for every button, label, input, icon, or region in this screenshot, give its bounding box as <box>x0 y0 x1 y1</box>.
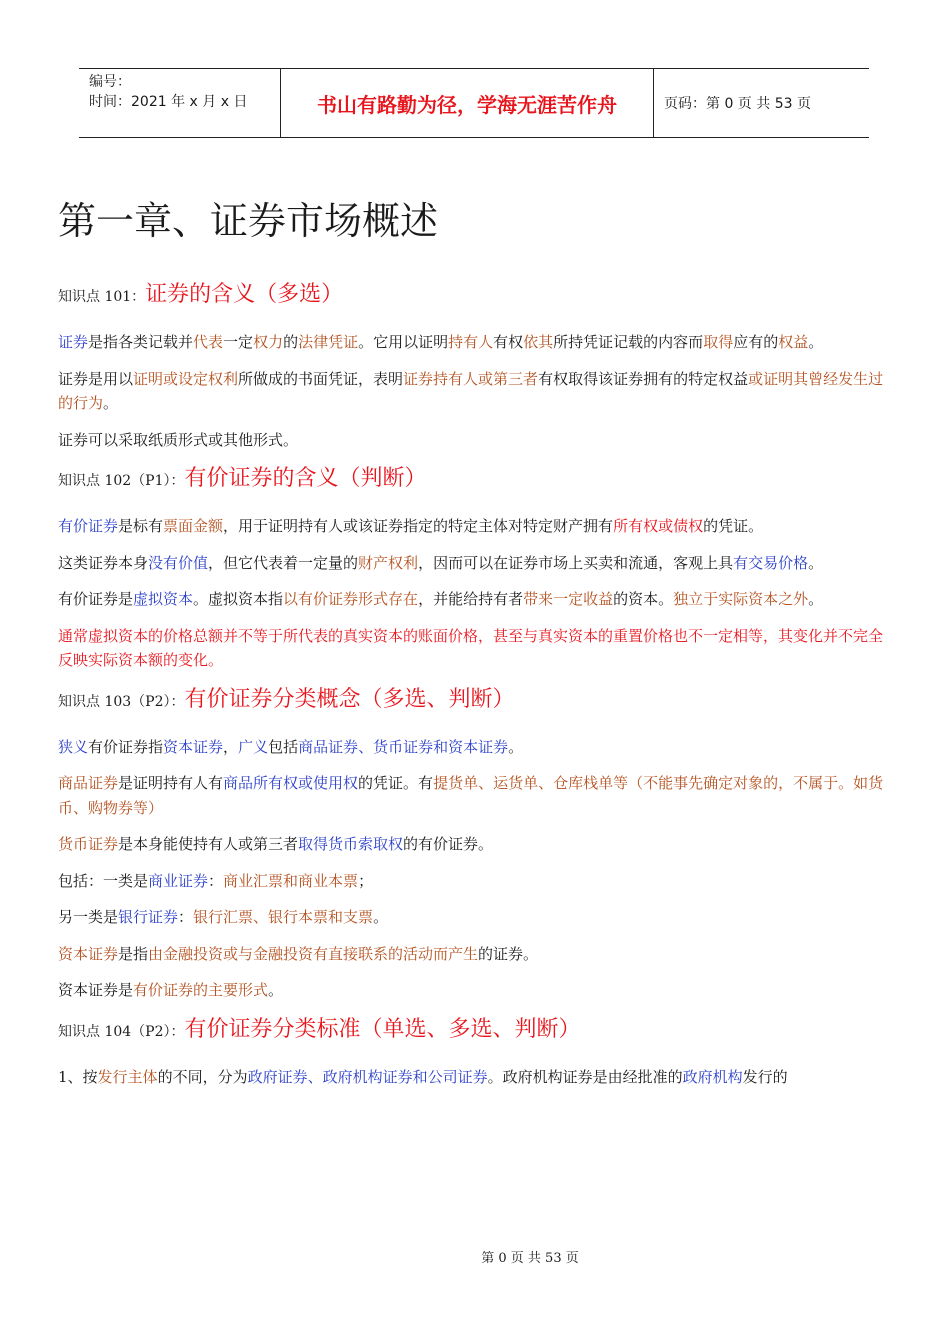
text-run: ，因而可以在证券市场上买卖和流通，客观上具 <box>418 553 734 572</box>
section-heading <box>58 1015 893 1047</box>
text-run: 包括 <box>268 737 299 756</box>
text-run: 。政府机构证券是由经批准的 <box>487 1067 683 1086</box>
text-run: 1、按 <box>58 1067 98 1086</box>
text-run: 是证明持有人有 <box>118 774 224 792</box>
number-label: 编号： <box>89 74 131 90</box>
paragraph <box>58 587 893 612</box>
text-run: 是指各类记载并 <box>88 333 194 351</box>
text-run: 资本证券 <box>58 944 119 963</box>
text-run: 资本证券 <box>163 737 224 756</box>
paragraph <box>58 624 893 673</box>
text-run: ： <box>178 908 194 926</box>
text-run: 商品证券、货币证券和资本证券 <box>298 737 509 756</box>
text-run: 所做成的书面凭证，表明 <box>238 369 404 388</box>
paragraph <box>58 428 893 453</box>
text-run: 商业汇票和商业本票 <box>223 871 359 890</box>
paragraph <box>58 735 893 760</box>
text-run: 或证明其曾经发生过的行为 <box>58 369 884 412</box>
text-run: 银行汇票、银行本票和支票 <box>193 908 374 926</box>
text-run: ，用于证明持有人或该证券指定的特定主体对特定财产拥有 <box>223 517 614 535</box>
paragraph <box>58 905 893 930</box>
text-run: 有权 <box>493 333 524 351</box>
text-run: 。 <box>808 333 824 351</box>
paragraph <box>58 367 893 416</box>
section-prefix: 知识点 103（P2）： <box>58 693 185 710</box>
text-run: 是指 <box>118 944 149 963</box>
page-footer: 第 0 页 共 53 页 <box>481 1251 579 1266</box>
section-title: 有价证券的含义（判断） <box>184 466 427 491</box>
text-run: 。 <box>268 981 284 999</box>
text-run: 有价证券 <box>58 517 119 535</box>
date-label: 时间：2021 年 x 月 x 日 <box>89 94 248 110</box>
text-run: 狭义 <box>58 737 89 756</box>
text-run: 是本身能使持有人或第三者 <box>118 835 299 853</box>
motto: 书山有路勤为径，学海无涯苦作舟 <box>281 69 654 137</box>
paragraph <box>58 978 893 1003</box>
text-run: 由金融投资或与金融投资有直接联系的活动而产生 <box>148 944 479 963</box>
text-run: 法律凭证 <box>298 333 359 351</box>
text-run: 所有权或债权 <box>613 517 704 535</box>
text-run: 有价证券是 <box>58 590 134 608</box>
paragraph <box>58 330 893 355</box>
text-run: 持有人 <box>448 333 494 351</box>
text-run: 一定 <box>223 333 254 351</box>
text-run: 商品证券 <box>58 774 119 792</box>
text-run: 政府证券、政府机构证券和公司证券 <box>247 1067 488 1086</box>
text-run: 的资本。 <box>613 590 674 608</box>
text-run: 证明或设定权利 <box>133 369 239 388</box>
section-prefix: 知识点 101： <box>58 289 146 305</box>
paragraph <box>58 832 893 857</box>
text-run: 取得货币索取权 <box>298 835 404 853</box>
text-run: 票面金额 <box>163 517 224 535</box>
text-run: 证券持有人或第三者 <box>403 369 539 388</box>
text-run: 有价证券指 <box>88 737 164 756</box>
text-run: 货币证券 <box>58 835 119 853</box>
text-run: 。虚拟资本指 <box>193 590 284 608</box>
text-run: 。 <box>373 908 389 926</box>
paragraph <box>58 942 893 967</box>
document-header <box>79 68 869 138</box>
text-run: 应有的 <box>733 333 779 351</box>
text-run: 的凭证。有 <box>358 774 434 792</box>
text-run: 这类证券本身 <box>58 553 149 572</box>
text-run: 所持凭证记载的内容而 <box>553 333 704 351</box>
text-run: 证券是用以 <box>58 369 134 388</box>
text-run: 虚拟资本 <box>133 590 194 608</box>
text-run: 。它用以证明 <box>358 333 449 351</box>
paragraph <box>58 869 893 894</box>
section-title: 证券的含义（多选） <box>145 282 344 307</box>
text-run: 。 <box>103 394 119 412</box>
paragraph <box>58 514 893 539</box>
text-run: ： <box>208 871 224 890</box>
text-run: 独立于实际资本之外 <box>673 590 809 608</box>
text-run: 资本证券是 <box>58 981 134 999</box>
section-title: 有价证券分类概念（多选、判断） <box>184 686 515 712</box>
text-run: 的凭证。 <box>703 517 764 535</box>
paragraph <box>58 551 893 576</box>
section-title: 有价证券分类标准（单选、多选、判断） <box>184 1016 581 1042</box>
section-prefix: 知识点 104（P2）： <box>58 1023 185 1040</box>
text-run: 发行主体 <box>97 1067 158 1086</box>
text-run: 发行的 <box>742 1067 788 1086</box>
section-heading <box>58 280 893 312</box>
text-run: 以有价证券形式存在 <box>283 590 419 608</box>
text-run: ； <box>358 871 374 890</box>
text-run: ， <box>223 737 239 756</box>
text-run: 代表 <box>193 333 224 351</box>
page-label: 页码：第 0 页 共 53 页 <box>664 96 811 112</box>
paragraph <box>58 771 893 820</box>
text-run: 商业证券 <box>148 871 209 890</box>
text-run: ，并能给持有者 <box>418 590 524 608</box>
text-run: 的不同，分为 <box>157 1067 248 1086</box>
chapter-title: 第一章、证券市场概述 <box>58 199 439 243</box>
text-run: 广义 <box>238 737 269 756</box>
text-run: 是标有 <box>118 517 164 535</box>
text-run: 有交易价格 <box>733 553 809 572</box>
text-run: 证券 <box>58 333 89 351</box>
text-run: 的有价证券。 <box>403 835 494 853</box>
text-run: 依其 <box>523 333 554 351</box>
text-run: 有价证券的主要形式 <box>133 981 269 999</box>
header-left-cell <box>79 69 281 137</box>
text-run: 商品所有权或使用权 <box>223 774 359 792</box>
text-run: 财产权利 <box>358 553 419 572</box>
text-run: 包括：一类是 <box>58 871 149 890</box>
text-run: 。 <box>808 553 824 572</box>
section-heading <box>58 685 893 717</box>
text-run: 。 <box>508 737 524 756</box>
text-run: 。 <box>808 590 824 608</box>
section-heading <box>58 464 893 496</box>
text-run: 提货单、运货单、仓库栈单等（不能事先确定对象的，不属于。如货币、购物券等） <box>58 774 884 817</box>
text-run: 有权取得该证券拥有的特定权益 <box>538 369 749 388</box>
text-run: 另一类是 <box>58 908 119 926</box>
text-run: 取得 <box>703 333 734 351</box>
document-body <box>58 196 893 1101</box>
text-run: 的 <box>283 333 299 351</box>
text-run: 权力 <box>253 333 284 351</box>
text-run: 带来一定收益 <box>523 590 614 608</box>
paragraph <box>58 1065 893 1090</box>
text-run: ，但它代表着一定量的 <box>208 553 359 572</box>
section-prefix: 知识点 102（P1）： <box>58 473 185 489</box>
text-run: 政府机构 <box>682 1067 743 1086</box>
text-run: 通常虚拟资本的价格总额并不等于所代表的真实资本的账面价格，甚至与真实资本的重置价格也不一定相等，其变化并不完全反映实际资本额的变化。 <box>58 626 884 669</box>
text-run: 证券可以采取纸质形式或其他形式。 <box>58 430 299 449</box>
text-run: 权益 <box>778 333 809 351</box>
text-run: 银行证券 <box>118 908 179 926</box>
text-run: 的证券。 <box>478 944 539 963</box>
text-run: 没有价值 <box>148 553 209 572</box>
